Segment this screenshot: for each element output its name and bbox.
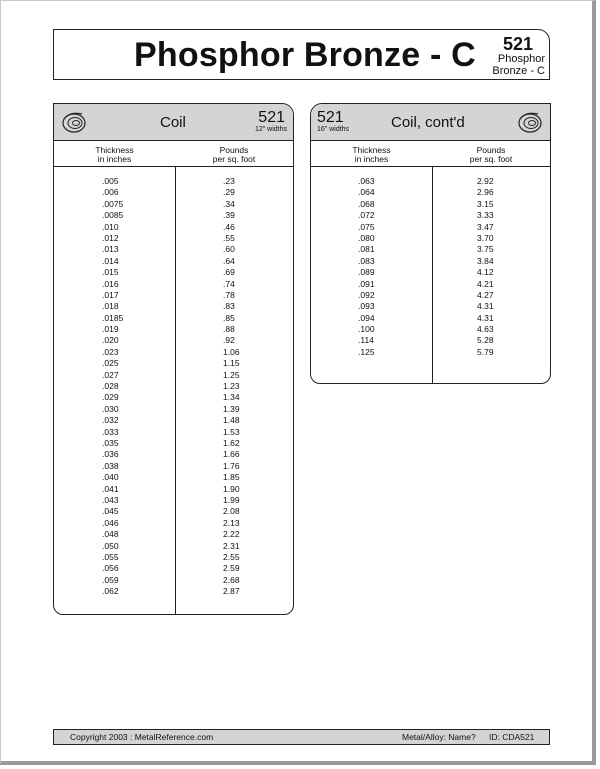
table-row <box>54 449 293 460</box>
thickness-cell: .046 <box>102 517 119 528</box>
thickness-column-header <box>311 146 432 164</box>
pounds-cell: 1.25 <box>223 369 240 380</box>
thickness-cell: .036 <box>102 449 119 460</box>
table-row <box>311 335 550 346</box>
pounds-column-header <box>175 146 293 164</box>
thickness-cell: .114 <box>358 335 374 346</box>
table-row <box>54 415 293 426</box>
column-header-line: per sq. foot <box>469 154 513 164</box>
pounds-cell: .74 <box>223 278 235 289</box>
pounds-cell: .78 <box>223 289 235 300</box>
table-row <box>311 199 550 210</box>
table-row <box>54 461 293 472</box>
table-row <box>54 541 293 552</box>
table-row <box>54 392 293 403</box>
table-row <box>54 267 293 278</box>
thickness-cell: .010 <box>102 221 119 232</box>
table-row <box>311 267 550 278</box>
pounds-cell: .39 <box>223 210 235 221</box>
page-title: Phosphor Bronze - C <box>134 36 476 74</box>
table-row <box>311 222 550 233</box>
column-header-line: Thickness <box>95 145 134 155</box>
table-row <box>54 187 293 198</box>
thickness-cell: .089 <box>358 267 375 278</box>
table-row <box>54 335 293 346</box>
thickness-cell: .015 <box>102 267 119 278</box>
pounds-cell: 4.31 <box>477 301 494 312</box>
thickness-cell: .025 <box>102 358 119 369</box>
thickness-cell: .075 <box>358 221 375 232</box>
pounds-cell: 2.13 <box>223 517 240 528</box>
coil-icon <box>60 109 88 135</box>
panel-header <box>311 104 550 141</box>
pounds-cell: 1.53 <box>223 426 240 437</box>
thickness-cell: .059 <box>102 574 119 585</box>
table-row <box>54 290 293 301</box>
table-body <box>311 176 550 358</box>
panel-width-note: 16" widths <box>317 126 350 133</box>
table-row <box>311 290 550 301</box>
pounds-cell: 1.23 <box>223 381 240 392</box>
pounds-cell: 3.70 <box>477 232 494 243</box>
table-row <box>54 347 293 358</box>
pounds-cell: 2.92 <box>477 176 494 186</box>
thickness-column-header <box>54 146 175 164</box>
table-row <box>54 210 293 221</box>
pounds-cell: 2.59 <box>223 563 240 574</box>
alloy-number: 521 <box>502 34 533 54</box>
table-row <box>54 404 293 415</box>
pounds-cell: 3.75 <box>477 244 494 255</box>
alloy-subtitle-line2: Bronze - C <box>492 65 545 77</box>
pounds-cell: 2.08 <box>223 506 240 517</box>
alloy-subtitle-line1: Phosphor <box>497 53 545 65</box>
pounds-cell: 4.63 <box>477 324 494 335</box>
thickness-cell: .091 <box>358 278 375 289</box>
column-header-line: Pounds <box>219 145 249 155</box>
metal-name-text: Metal/Alloy: Name? <box>402 732 476 742</box>
thickness-cell: .063 <box>358 176 375 186</box>
column-header-line: in inches <box>354 154 389 164</box>
thickness-cell: .016 <box>102 278 119 289</box>
table-row <box>54 279 293 290</box>
table-row <box>54 313 293 324</box>
table-row <box>311 256 550 267</box>
thickness-cell: .100 <box>358 324 375 335</box>
pounds-cell: 4.31 <box>477 312 494 323</box>
thickness-cell: .062 <box>102 586 119 597</box>
pounds-cell: 2.55 <box>223 551 240 562</box>
table-row <box>54 563 293 574</box>
pounds-cell: .88 <box>223 324 235 335</box>
thickness-cell: .0185 <box>102 312 124 323</box>
thickness-cell: .014 <box>102 255 119 266</box>
footer-bar <box>53 729 550 745</box>
table-row <box>54 438 293 449</box>
panel-number: 521 <box>258 109 285 126</box>
pounds-cell: 1.76 <box>223 460 240 471</box>
table-row <box>311 176 550 187</box>
table-row <box>54 575 293 586</box>
pounds-cell: 1.66 <box>223 449 240 460</box>
thickness-cell: .006 <box>102 187 119 198</box>
coil-table-12-widths <box>53 103 294 615</box>
thickness-cell: .072 <box>358 210 375 221</box>
pounds-cell: .34 <box>223 198 235 209</box>
table-row <box>54 472 293 483</box>
thickness-cell: .028 <box>102 381 119 392</box>
table-row <box>54 358 293 369</box>
table-row <box>311 210 550 221</box>
pounds-cell: 1.06 <box>223 346 240 357</box>
thickness-cell: .041 <box>102 483 119 494</box>
thickness-cell: .013 <box>102 244 119 255</box>
table-row <box>54 324 293 335</box>
pounds-cell: 1.34 <box>223 392 240 403</box>
pounds-cell: 4.21 <box>477 278 494 289</box>
pounds-cell: 1.99 <box>223 494 240 505</box>
pounds-cell: 1.62 <box>223 437 240 448</box>
table-row <box>54 176 293 187</box>
thickness-cell: .045 <box>102 506 119 517</box>
thickness-cell: .048 <box>102 529 119 540</box>
panel-width-note: 12" widths <box>254 126 287 133</box>
panel-title: Coil, cont'd <box>391 114 465 131</box>
pounds-cell: .55 <box>223 232 235 243</box>
column-header-line: Pounds <box>476 145 506 155</box>
pounds-cell: 4.27 <box>477 289 494 300</box>
pounds-column-header <box>432 146 550 164</box>
thickness-cell: .050 <box>102 540 119 551</box>
thickness-cell: .012 <box>102 232 119 243</box>
panel-title: Coil <box>160 114 186 131</box>
thickness-cell: .005 <box>102 176 119 186</box>
thickness-cell: .029 <box>102 392 119 403</box>
pounds-cell: 2.87 <box>223 586 240 597</box>
pounds-cell: 3.15 <box>477 198 494 209</box>
coil-table-16-widths <box>310 103 551 384</box>
thickness-cell: .018 <box>102 301 119 312</box>
thickness-cell: .033 <box>102 426 119 437</box>
table-row <box>54 199 293 210</box>
thickness-cell: .080 <box>358 232 375 243</box>
pounds-cell: 2.31 <box>223 540 240 551</box>
thickness-cell: .083 <box>358 255 375 266</box>
pounds-cell: .60 <box>223 244 235 255</box>
table-row <box>54 552 293 563</box>
table-row <box>311 347 550 358</box>
copyright-text: Copyright 2003 : MetalReference.com <box>70 732 214 742</box>
table-row <box>54 518 293 529</box>
table-row <box>311 313 550 324</box>
panel-number: 521 <box>317 109 344 126</box>
table-row <box>54 370 293 381</box>
table-row <box>311 233 550 244</box>
thickness-cell: .055 <box>102 551 119 562</box>
thickness-cell: .019 <box>102 324 119 335</box>
column-header-line: per sq. foot <box>212 154 256 164</box>
thickness-cell: .093 <box>358 301 375 312</box>
thickness-cell: .0075 <box>102 198 124 209</box>
table-row <box>54 506 293 517</box>
table-row <box>54 427 293 438</box>
pounds-cell: 1.48 <box>223 415 240 426</box>
thickness-cell: .020 <box>102 335 119 346</box>
table-row <box>311 187 550 198</box>
table-row <box>54 529 293 540</box>
column-header-line: in inches <box>97 154 132 164</box>
panel-header <box>54 104 293 141</box>
pounds-cell: 3.84 <box>477 255 494 266</box>
thickness-cell: .125 <box>358 346 375 357</box>
table-body <box>54 176 293 597</box>
pounds-cell: .69 <box>223 267 235 278</box>
pounds-cell: 1.39 <box>223 403 240 414</box>
thickness-cell: .0085 <box>102 210 124 221</box>
table-row <box>54 484 293 495</box>
table-row <box>311 244 550 255</box>
thickness-cell: .038 <box>102 460 119 471</box>
pounds-cell: .23 <box>223 176 235 186</box>
pounds-cell: 2.68 <box>223 574 240 585</box>
table-row <box>54 586 293 597</box>
thickness-cell: .027 <box>102 369 119 380</box>
pounds-cell: 4.12 <box>477 267 494 278</box>
table-row <box>54 381 293 392</box>
pounds-cell: 3.47 <box>477 221 494 232</box>
pounds-cell: .83 <box>223 301 235 312</box>
thickness-cell: .040 <box>102 472 119 483</box>
table-row <box>311 279 550 290</box>
column-header-line: Thickness <box>352 145 391 155</box>
table-row <box>54 495 293 506</box>
header-divider <box>54 166 293 167</box>
pounds-cell: 2.96 <box>477 187 494 198</box>
thickness-cell: .032 <box>102 415 119 426</box>
pounds-cell: 5.28 <box>477 335 494 346</box>
thickness-cell: .068 <box>358 198 375 209</box>
table-row <box>54 244 293 255</box>
pounds-cell: 2.22 <box>223 529 240 540</box>
thickness-cell: .094 <box>358 312 375 323</box>
thickness-cell: .056 <box>102 563 119 574</box>
table-row <box>54 222 293 233</box>
table-row <box>54 233 293 244</box>
pounds-cell: .29 <box>223 187 235 198</box>
table-row <box>311 324 550 335</box>
thickness-cell: .081 <box>358 244 375 255</box>
thickness-cell: .030 <box>102 403 119 414</box>
thickness-cell: .064 <box>358 187 375 198</box>
pounds-cell: .46 <box>223 221 235 232</box>
pounds-cell: 1.90 <box>223 483 240 494</box>
thickness-cell: .017 <box>102 289 119 300</box>
pounds-cell: .64 <box>223 255 235 266</box>
header-divider <box>311 166 550 167</box>
pounds-cell: 5.79 <box>477 346 494 357</box>
pounds-cell: 1.85 <box>223 472 240 483</box>
thickness-cell: .023 <box>102 346 119 357</box>
thickness-cell: .035 <box>102 437 119 448</box>
coil-icon <box>516 109 544 135</box>
id-text: ID: CDA521 <box>489 732 535 742</box>
pounds-cell: 1.15 <box>223 358 240 369</box>
thickness-cell: .043 <box>102 494 119 505</box>
pounds-cell: .92 <box>223 335 235 346</box>
title-box <box>53 29 550 80</box>
table-row <box>311 301 550 312</box>
table-row <box>54 301 293 312</box>
alloy-subtitle <box>492 53 545 77</box>
table-row <box>54 256 293 267</box>
pounds-cell: 3.33 <box>477 210 494 221</box>
pounds-cell: .85 <box>223 312 235 323</box>
thickness-cell: .092 <box>358 289 375 300</box>
